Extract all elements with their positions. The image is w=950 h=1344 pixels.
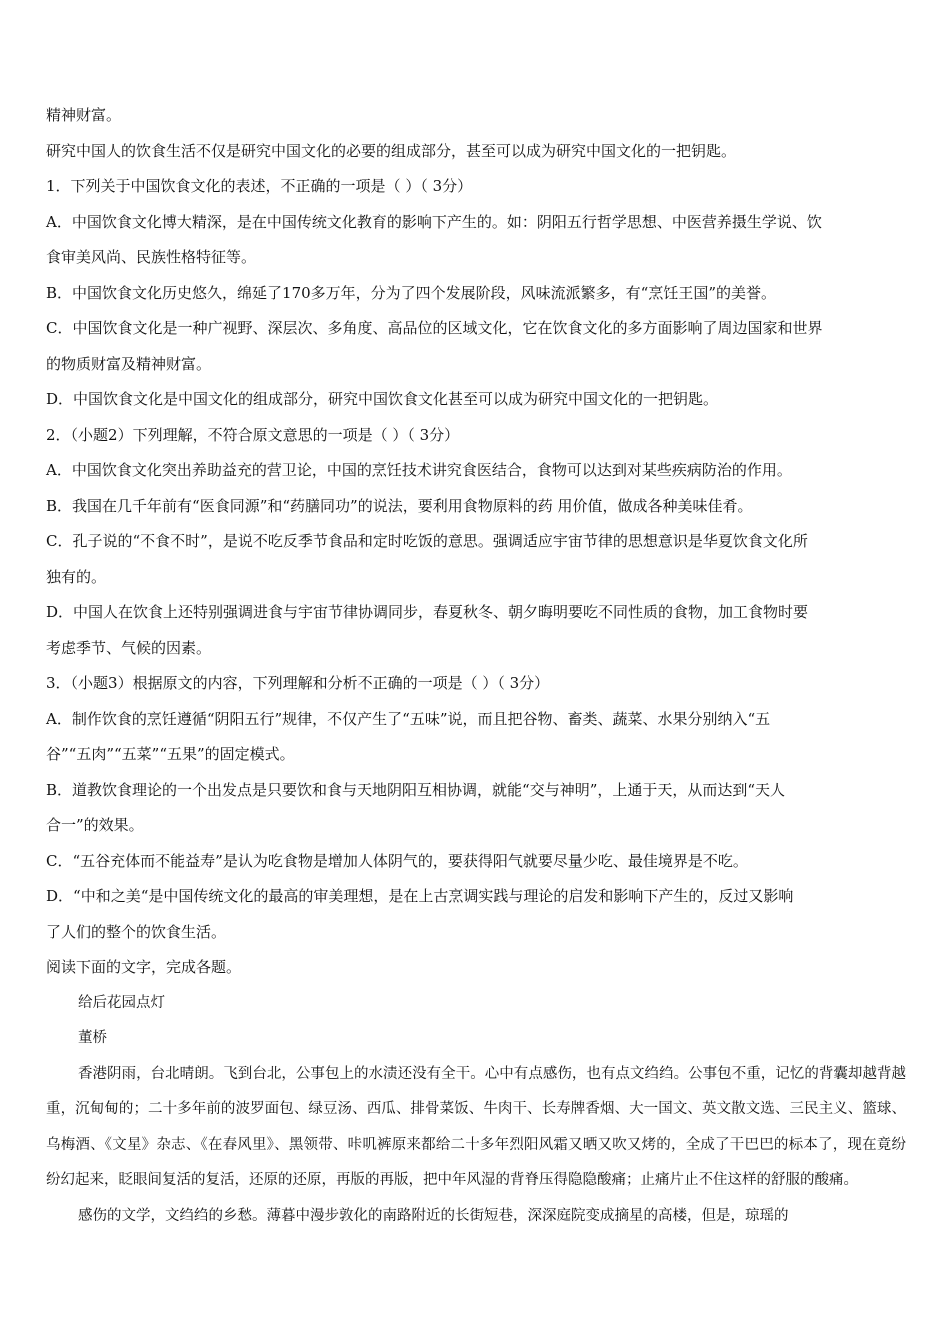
essay-paragraph: 香港阴雨，台北晴朗。飞到台北，公事包上的水渍还没有全干。心中有点感伤，也有点文绉绉。公事包不重，记忆的背囊却越背越重，沉甸甸的；二十多年前的波罗面包、绿豆汤、西瓜、排骨菜饭、牛肉干、长寿牌香烟、大一国文、英文散文选、三民主义、篮球、乌梅酒、《文星》杂志、《在春风里》、黑领带、咔叽裤原来都给二十多年烈阳风霜又晒又吹又烤的，全成了干巴巴的标本了，现在竟纷纷幻起来，眨眼间复活的复活，还原的还原，再版的再版，把中年风湿的背脊压得隐隐酸痛；止痛片止不住这样的舒服的酸痛。 <box>46 1065 906 1188</box>
reading-instruction: 阅读下面的文字，完成各题。 <box>46 958 242 976</box>
question-1-option-a: A．中国饮食文化博大精深，是在中国传统文化教育的影响下产生的。如：阴阳五行哲学思想、中医营养摄生学说、饮 <box>46 212 822 231</box>
question-3-stem: 3．（小题3）根据原文的内容，下列理解和分析不正确的一项是（ ）（ 3分） <box>46 674 550 692</box>
question-2-option-c: C．孔子说的“不食不时”，是说不吃反季节食品和定时吃饭的意思。强调适应宇宙节律的思想意识是华夏饮食文化所 <box>46 532 808 550</box>
question-3-option-b-cont: 合一”的效果。 <box>46 816 144 834</box>
question-1-option-c: C．中国饮食文化是一种广视野、深层次、多角度、高品位的区域文化，它在饮食文化的多方面影响了周边国家和世界 <box>46 319 823 337</box>
text-line: 研究中国人的饮食生活不仅是研究中国文化的必要的组成部分，甚至可以成为研究中国文化的一把钥匙。 <box>46 141 737 160</box>
question-2-option-c-cont: 独有的。 <box>46 567 107 586</box>
question-3-option-d-cont: 了人们的整个的饮食生活。 <box>46 922 227 941</box>
question-2-option-d: D．中国人在饮食上还特别强调进食与宇宙节律协调同步，春夏秋冬、朝夕晦明要吃不同性质的食物，加工食物时要 <box>46 603 809 621</box>
essay-title: 给后花园点灯 <box>78 994 165 1011</box>
question-1-option-d: D．中国饮食文化是中国文化的组成部分，研究中国饮食文化甚至可以成为研究中国文化的一把钥匙。 <box>46 390 719 408</box>
question-1-option-c-cont: 的物质财富及精神财富。 <box>46 354 212 373</box>
question-2-option-d-cont: 考虑季节、气候的因素。 <box>46 638 212 657</box>
question-3-option-b: B．道教饮食理论的一个出发点是只要饮和食与天地阴阳互相协调，就能“交与神明”，上通于天，从而达到“天人 <box>46 780 786 799</box>
question-2-option-a: A．中国饮食文化突出养助益充的营卫论，中国的烹饪技术讲究食医结合，食物可以达到对某些疾病防治的作用。 <box>46 461 792 479</box>
question-2-option-b: B．我国在几千年前有“医食同源”和“药膳同功”的说法，要利用食物原料的药 用价值，做成各种美味佳肴。 <box>46 496 753 515</box>
question-1-option-b: B．中国饮食文化历史悠久，绵延了170多万年，分为了四个发展阶段，风味流派繁多，有“烹饪王国”的美誉。 <box>46 283 776 302</box>
question-3-option-a-cont: 谷”“五肉”“五菜”“五果”的固定模式。 <box>46 745 295 763</box>
question-3-option-a: A．制作饮食的烹饪遵循“阴阳五行”规律，不仅产生了“五味”说，而且把谷物、畜类、蔬菜、水果分别纳入“五 <box>46 709 771 728</box>
essay-paragraph: 感伤的文学，文绉绉的乡愁。薄暮中漫步敦化的南路附近的长街短巷，深深庭院变成摘星的高楼，但是，琼瑶的 <box>78 1207 789 1224</box>
essay-author: 董桥 <box>78 1030 107 1046</box>
question-3-option-c: C．“五谷充体而不能益寿”是认为吃食物是增加人体阴气的，要获得阳气就要尽量少吃、最佳境界是不吃。 <box>46 851 748 870</box>
question-1-stem: 1．下列关于中国饮食文化的表述，不正确的一项是（ ）（ 3分） <box>46 177 473 195</box>
question-2-stem: 2．（小题2）下列理解，不符合原文意思的一项是（ ）（ 3分） <box>46 425 460 444</box>
question-1-option-a-cont: 食审美风尚、民族性格特征等。 <box>46 248 257 266</box>
text-line: 精神财富。 <box>46 106 122 124</box>
question-3-option-d: D．“中和之美“是中国传统文化的最高的审美理想，是在上古烹调实践与理论的启发和影响下产生的，反过又影响 <box>46 887 794 905</box>
